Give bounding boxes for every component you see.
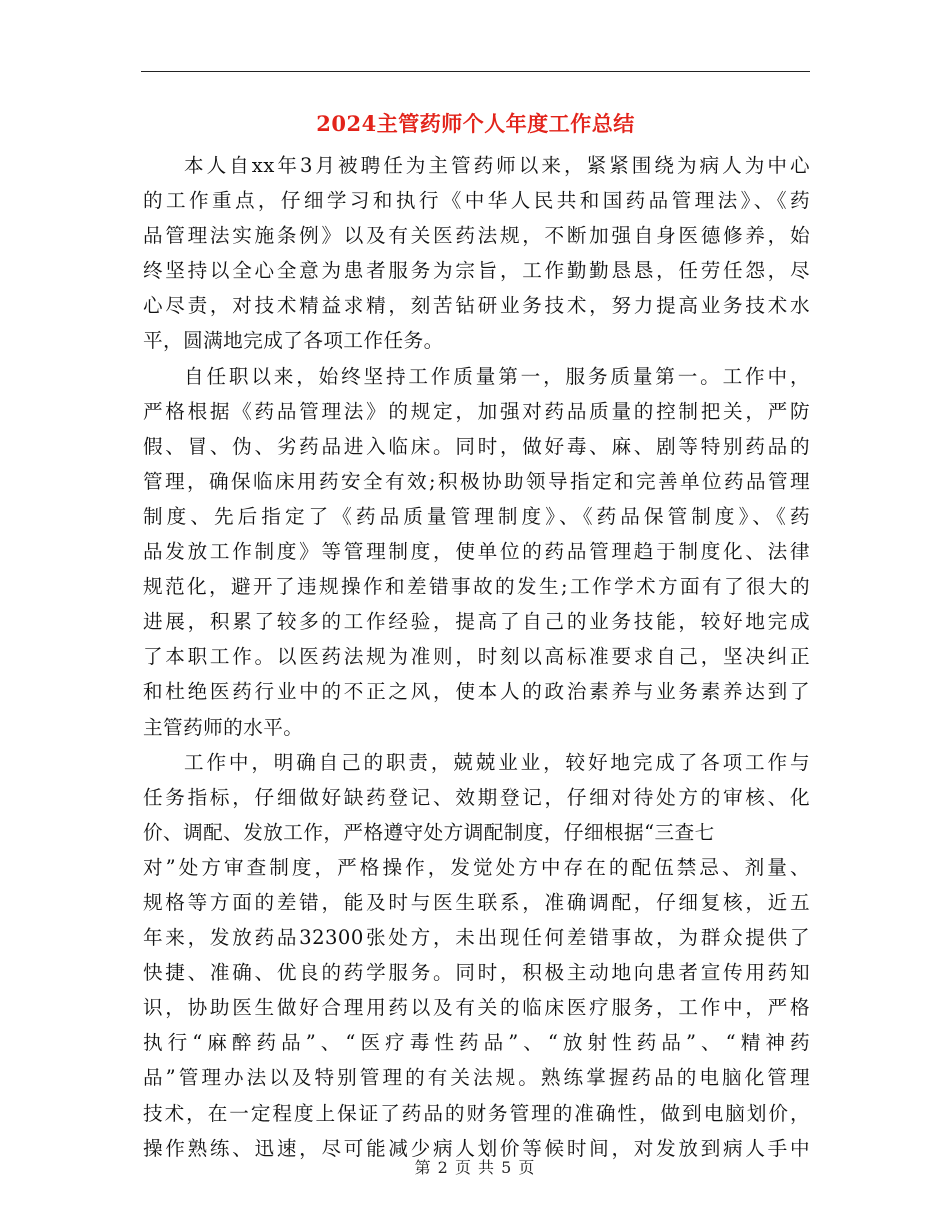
body-line: 任务指标，仔细做好缺药登记、效期登记，仔细对待处方的审核、化 (143, 785, 810, 809)
page-number: 第 2 页 共 5 页 (414, 1158, 536, 1177)
body-line: 快捷、准确、优良的药学服务。同时，积极主动地向患者宣传用药知 (143, 961, 810, 985)
header-rule (141, 71, 810, 72)
body-line: 和杜绝医药行业中的不正之风，使本人的政治素养与业务素养达到了 (143, 680, 810, 704)
body-line: 价、调配、发放工作，严格遵守处方调配制度，仔细根据“三查七 (143, 820, 715, 844)
body-line: 品”管理办法以及特别管理的有关法规。熟练掌握药品的电脑化管理 (143, 1066, 810, 1090)
body-line: 进展，积累了较多的工作经验，提高了自己的业务技能，较好地完成 (143, 610, 810, 634)
body-line: 规范化，避开了违规操作和差错事故的发生;工作学术方面有了很大的 (143, 575, 810, 599)
body-line: 品发放工作制度》等管理制度，使单位的药品管理趋于制度化、法律 (143, 540, 810, 564)
body-line: 管理，确保临床用药安全有效;积极协助领导指定和完善单位药品管理 (143, 469, 810, 493)
body-line: 主管药师的水平。 (143, 715, 304, 739)
body-line: 工作中，明确自己的职责，兢兢业业，较好地完成了各项工作与 (184, 750, 810, 774)
body-line: 假、冒、伪、劣药品进入临床。同时，做好毒、麻、剧等特别药品的 (143, 434, 810, 458)
body-line: 年来，发放药品32300张处方，未出现任何差错事故，为群众提供了 (143, 926, 810, 950)
document-title: 2024主管药师个人年度工作总结 (316, 111, 635, 136)
body-line: 执行“麻醉药品”、“医疗毒性药品”、“放射性药品”、“精神药 (143, 1031, 810, 1055)
body-line: 心尽责，对技术精益求精，刻苦钻研业务技术，努力提高业务技术水 (143, 294, 810, 318)
body-line: 识，协助医生做好合理用药以及有关的临床医疗服务，工作中，严格 (143, 996, 810, 1020)
document-body (143, 148, 810, 1166)
body-line: 自任职以来，始终坚持工作质量第一，服务质量第一。工作中， (184, 364, 810, 388)
body-line: 规格等方面的差错，能及时与医生联系，准确调配，仔细复核，近五 (143, 890, 810, 914)
body-line: 终坚持以全心全意为患者服务为宗旨，工作勤勤恳恳，任劳任怨，尽 (143, 259, 810, 283)
body-line: 本人自xx年3月被聘任为主管药师以来，紧紧围绕为病人为中心 (184, 154, 810, 177)
body-line: 严格根据《药品管理法》的规定，加强对药品质量的控制把关，严防 (143, 399, 810, 423)
body-line: 了本职工作。以医药法规为准则，时刻以高标准要求自己，坚决纠正 (143, 645, 810, 669)
body-line: 品管理法实施条例》以及有关医药法规，不断加强自身医德修养，始 (143, 224, 810, 248)
body-line: 制度、先后指定了《药品质量管理制度》、《药品保管制度》、《药 (143, 504, 810, 528)
body-line: 对”处方审查制度，严格操作，发觉处方中存在的配伍禁忌、剂量、 (143, 855, 810, 879)
body-line: 操作熟练、迅速，尽可能减少病人划价等候时间，对发放到病人手中 (143, 1136, 810, 1160)
body-line: 的工作重点，仔细学习和执行《中华人民共和国药品管理法》、《药 (143, 189, 810, 213)
body-line: 平，圆满地完成了各项工作任务。 (143, 329, 444, 353)
body-line: 技术，在一定程度上保证了药品的财务管理的准确性，做到电脑划价， (143, 1101, 810, 1125)
